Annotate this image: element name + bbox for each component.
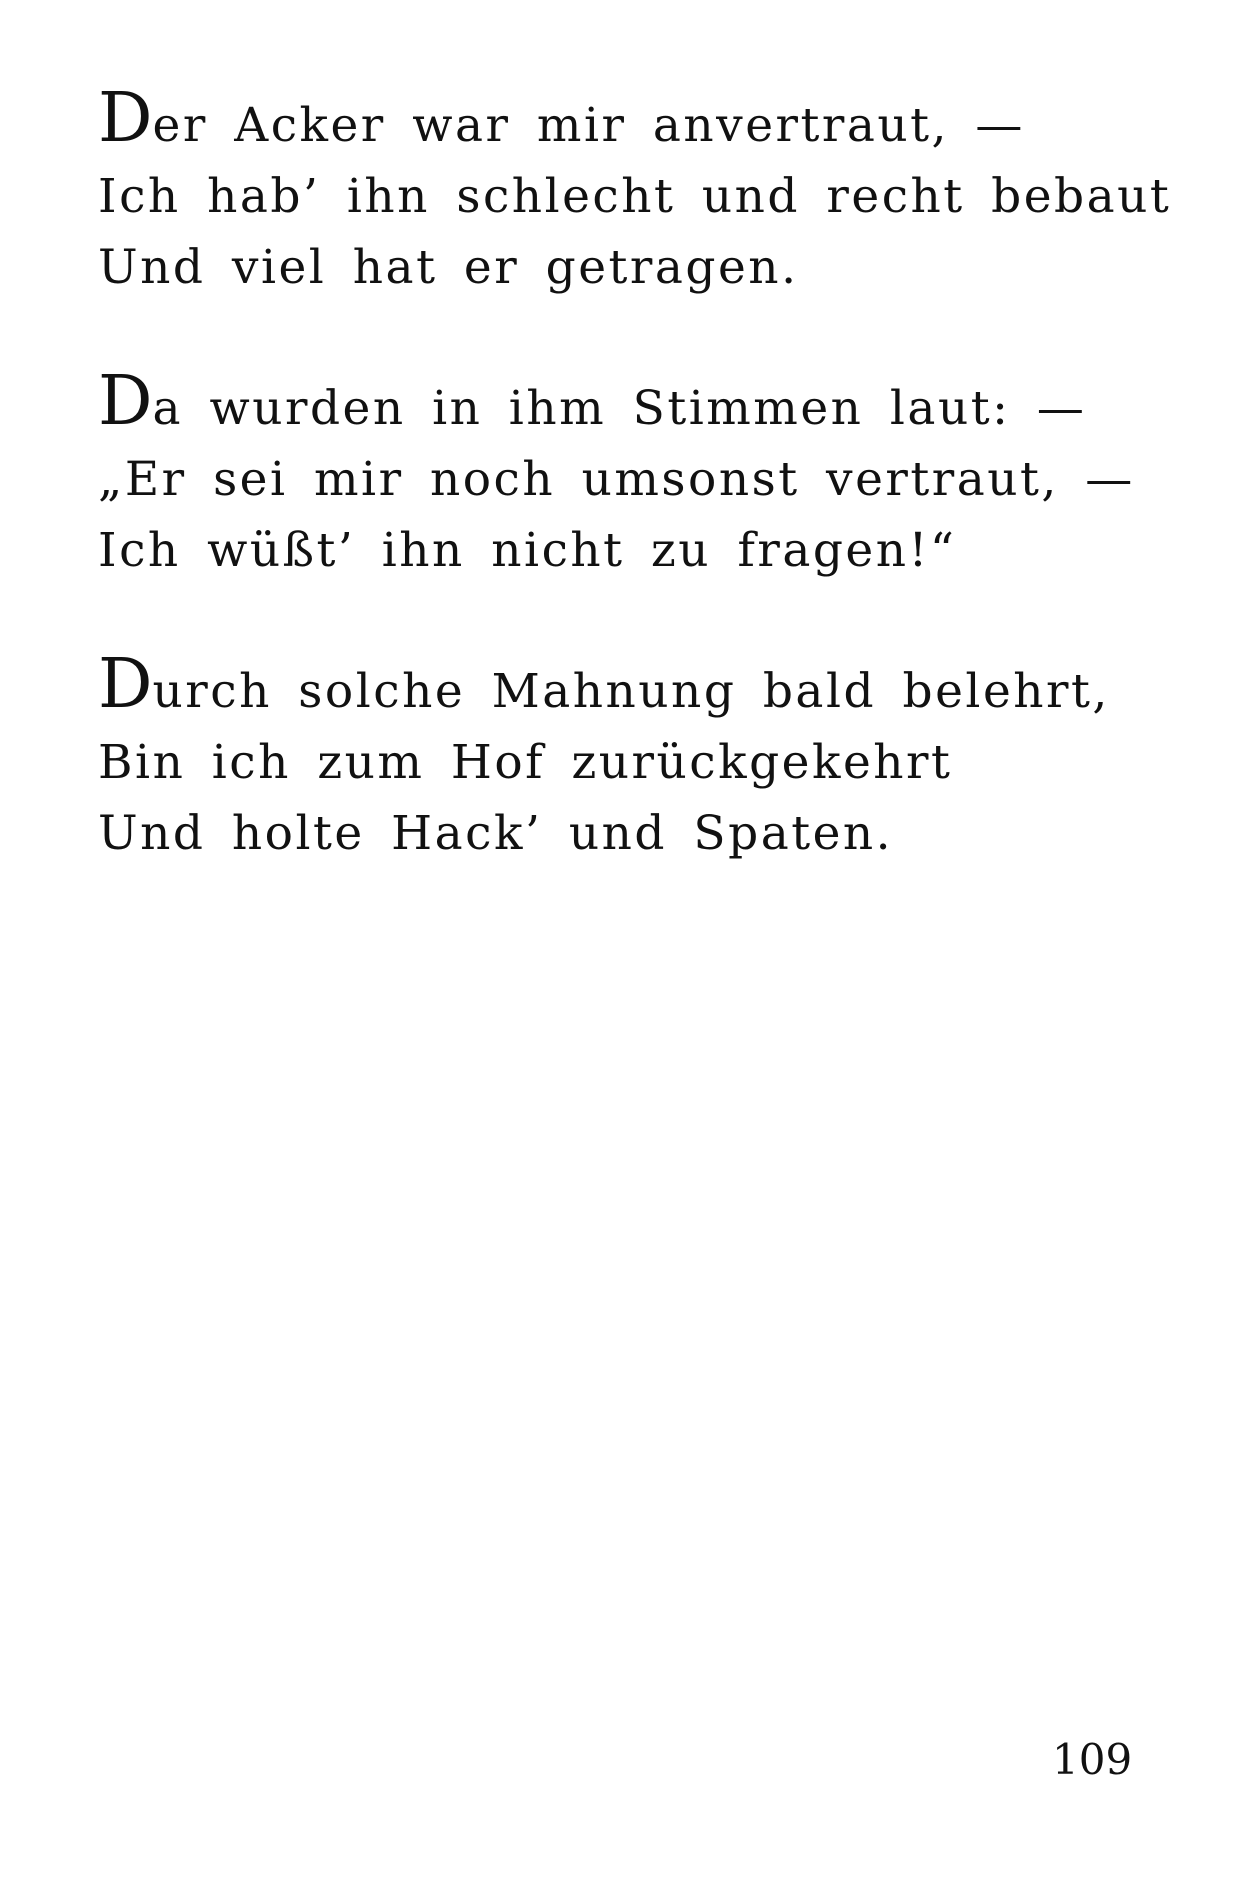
line-text: a wurden in ihm Stimmen laut: — [152,381,1087,436]
poem-line: „Er sei mir noch umsonst vertraut, — [98,452,1135,507]
line-text: er Acker war mir anvertraut, — [152,98,1025,153]
poem-line [98,645,1118,727]
poem-line [98,362,1118,444]
page-number: 109 [1052,1735,1133,1784]
poem-line: Und viel hat er getragen. [98,240,799,295]
drop-initial: D [98,362,153,441]
line-text: urch solche Mahnung bald belehrt, [152,664,1110,719]
stanza-3 [98,645,1118,869]
drop-initial: D [98,645,153,724]
poem-line [98,79,1118,161]
poem [98,79,1172,939]
poem-line: Ich hab’ ihn schlecht und recht bebaut [98,169,1172,224]
stanza-2 [98,362,1135,586]
poem-line: Und holte Hack’ und Spaten. [98,806,894,861]
poem-line: Bin ich zum Hof zurückgekehrt [98,735,953,790]
drop-initial: D [98,79,153,158]
poem-line: Ich wüßt’ ihn nicht zu fragen!“ [98,523,957,578]
stanza-1 [98,79,1172,303]
